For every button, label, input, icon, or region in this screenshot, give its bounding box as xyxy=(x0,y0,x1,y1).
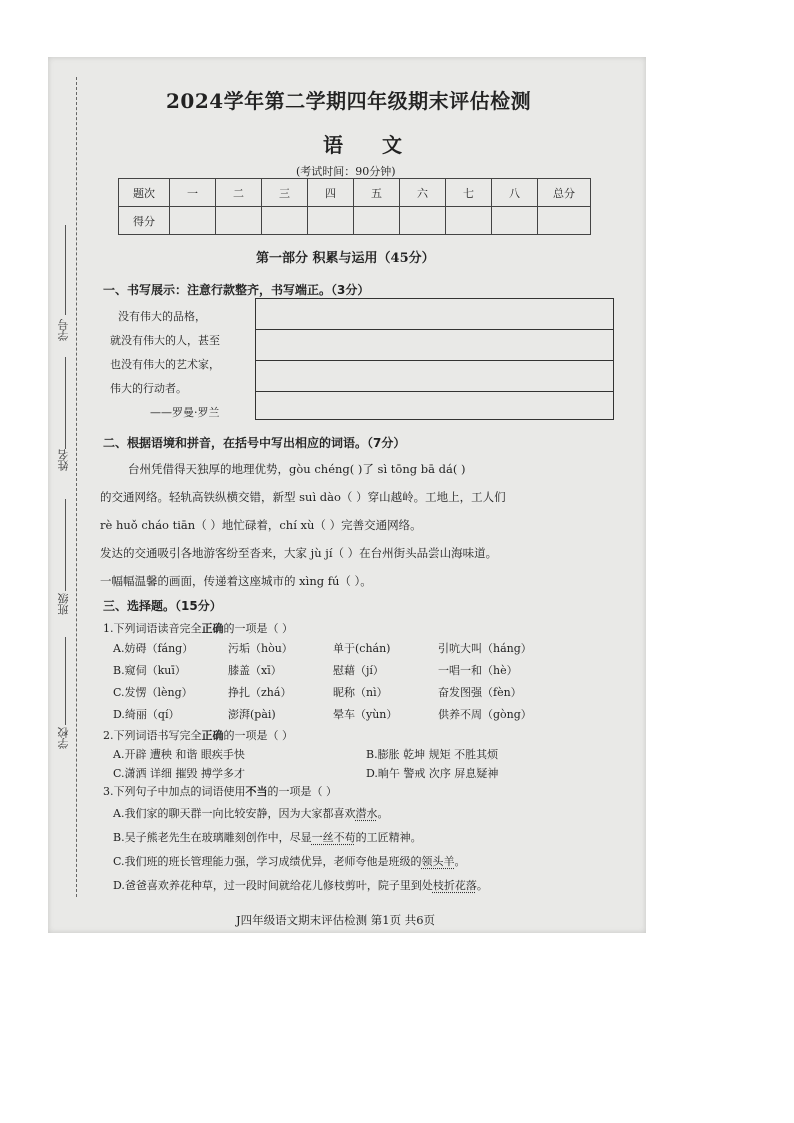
score-table-col: 七 xyxy=(446,179,492,207)
option-1d-2: 澎湃(pài) xyxy=(228,708,276,721)
option-1a-3: 单于(chán) xyxy=(333,642,391,655)
sentence-text: B.吴子熊老先生在玻璃雕刻创作中，尽显 xyxy=(113,831,312,844)
mc-prompt-1 xyxy=(103,620,293,636)
dotted-word: 一丝不苟 xyxy=(311,831,356,844)
score-table-score-row xyxy=(119,207,591,235)
quote-line: 也没有伟大的艺术家， xyxy=(110,358,220,371)
option-2c: C.潇洒 详细 摧毁 搏学多才 xyxy=(113,767,246,780)
sentence-text: 。 xyxy=(476,879,488,892)
sentence-text: D.爸爸喜欢养花种草，过一段时间就给花儿修枝剪叶，院子里到处 xyxy=(113,879,433,892)
side-label-name: 姓名 xyxy=(57,449,70,471)
score-table-col: 一 xyxy=(170,179,216,207)
mc-prompt-3 xyxy=(103,783,337,799)
score-table-col: 总分 xyxy=(538,179,591,207)
quote-author: ——罗曼·罗兰 xyxy=(150,406,220,419)
option-2b: B.膨胀 乾坤 规矩 不胜其烦 xyxy=(366,748,499,761)
exam-title: 2024学年第二学期四年级期末评估检测 xyxy=(166,89,532,113)
option-1d-4: 供养不周（gòng） xyxy=(438,708,532,721)
prompt-text: 的一项是（ ） xyxy=(267,785,337,798)
score-table-header-row xyxy=(119,179,591,207)
q2-line: 的交通网络。轻轨高铁纵横交错，新型 suì dào（ ）穿山越岭。工地上，工人们 xyxy=(100,490,506,504)
option-1a-4: 引吭大叫（háng） xyxy=(438,642,532,655)
q2-line: 一幅幅温馨的画面，传递着这座城市的 xìng fú（ ）。 xyxy=(100,574,372,588)
prompt-text: 的一项是（ ） xyxy=(223,729,293,742)
option-1b-3: 慰藉（jí） xyxy=(333,664,384,677)
option-1a-1: A.妨碍（fáng） xyxy=(113,642,194,655)
option-1a-2: 污垢（hòu） xyxy=(228,642,293,655)
score-table-col: 六 xyxy=(400,179,446,207)
prompt-emphasis: 正确 xyxy=(201,622,224,635)
q2-line: 台州凭借得天独厚的地理优势，gòu chéng( )了 sì tōng bā dá( ) xyxy=(128,462,466,476)
option-1d-1: D.绮丽（qí） xyxy=(113,708,180,721)
score-table-score-label: 得分 xyxy=(119,207,170,235)
prompt-emphasis: 不当 xyxy=(245,785,268,798)
prompt-text: 2.下列词语书写完全 xyxy=(103,729,202,742)
side-label-school: 学校 xyxy=(57,727,70,749)
side-field-line xyxy=(65,637,66,725)
quote-line: 没有伟大的品格， xyxy=(118,310,206,323)
option-3a xyxy=(113,805,388,821)
q1-quote xyxy=(110,305,260,425)
prompt-text: 3.下列句子中加点的词语使用 xyxy=(103,785,246,798)
prompt-text: 1.下列词语读音完全 xyxy=(103,622,202,635)
writing-rule xyxy=(256,329,613,330)
side-field-line xyxy=(65,225,66,315)
side-label-class: 班级 xyxy=(57,593,70,615)
option-1d-3: 晕车（yùn） xyxy=(333,708,398,721)
option-2d: D.晌午 警戒 次序 屏息疑神 xyxy=(366,767,499,780)
score-cell[interactable] xyxy=(492,207,538,235)
option-1c-1: C.发愣（lèng） xyxy=(113,686,193,699)
exam-time: (考试时间：90分钟) xyxy=(296,165,396,178)
score-table-col: 二 xyxy=(216,179,262,207)
score-table-col: 四 xyxy=(308,179,354,207)
score-cell[interactable] xyxy=(170,207,216,235)
side-label-student-no: 学号 xyxy=(57,319,70,341)
quote-line: 就没有伟大的人，甚至 xyxy=(110,334,220,347)
side-field-line xyxy=(65,357,66,449)
prompt-emphasis: 正确 xyxy=(201,729,224,742)
prompt-text: 的一项是（ ） xyxy=(223,622,293,635)
sentence-text: A.我们家的聊天群一向比较安静，因为大家都喜欢 xyxy=(113,807,356,820)
score-cell[interactable] xyxy=(308,207,354,235)
writing-rule xyxy=(256,360,613,361)
option-1b-1: B.窥伺（kuī） xyxy=(113,664,186,677)
option-2a: A.开辟 遭秧 和谐 眼疾手快 xyxy=(113,748,245,761)
score-cell[interactable] xyxy=(538,207,591,235)
score-cell[interactable] xyxy=(216,207,262,235)
q1-heading: 一、书写展示：注意行款整齐，书写端正。（3分） xyxy=(103,283,370,297)
option-1b-2: 膝盖（xī） xyxy=(228,664,282,677)
score-cell[interactable] xyxy=(400,207,446,235)
sentence-text: C.我们班的班长管理能力强，学习成绩优异，老师夸他是班级的 xyxy=(113,855,422,868)
mc-prompt-2 xyxy=(103,727,293,743)
option-1c-3: 昵称（nì） xyxy=(333,686,388,699)
sentence-text: 的工匠精神。 xyxy=(355,831,422,844)
handwriting-box[interactable] xyxy=(255,298,614,420)
dotted-word: 潜水 xyxy=(355,807,378,820)
page-footer: J四年级语文期末评估检测 第1页 共6页 xyxy=(236,913,436,927)
q3-heading: 三、选择题。（15分） xyxy=(103,599,222,613)
score-table-col: 五 xyxy=(354,179,400,207)
q2-heading: 二、根据语境和拼音，在括号中写出相应的词语。（7分） xyxy=(103,436,406,450)
sentence-text: 。 xyxy=(377,807,389,820)
side-field-student-no xyxy=(52,219,92,359)
quote-line: 伟大的行动者。 xyxy=(110,382,187,395)
option-1b-4: 一唱一和（hè） xyxy=(438,664,518,677)
part-one-heading: 第一部分 积累与运用（45分） xyxy=(256,251,435,266)
side-field-class xyxy=(52,497,92,637)
score-cell[interactable] xyxy=(262,207,308,235)
score-table-col: 八 xyxy=(492,179,538,207)
dotted-word: 枝折花落 xyxy=(432,879,477,892)
score-cell[interactable] xyxy=(446,207,492,235)
writing-rule xyxy=(256,391,613,392)
sentence-text: 。 xyxy=(454,855,466,868)
side-field-school xyxy=(52,637,92,777)
q2-line: 发达的交通吸引各地游客纷至沓来，大家 jù jí（ ）在台州街头品尝山海味道。 xyxy=(100,546,498,560)
option-1c-4: 奋发图强（fèn） xyxy=(438,686,522,699)
score-table xyxy=(118,178,591,235)
option-1c-2: 挣扎（zhá） xyxy=(228,686,292,699)
option-3d xyxy=(113,877,488,893)
subject-title: 语 文 xyxy=(323,133,418,157)
dotted-word: 领头羊 xyxy=(421,855,455,868)
option-3b xyxy=(113,829,422,845)
side-field-name xyxy=(52,357,92,497)
side-field-line xyxy=(65,499,66,591)
score-cell[interactable] xyxy=(354,207,400,235)
option-3c xyxy=(113,853,466,869)
q2-line: rè huǒ cháo tiān（ ）地忙碌着，chí xù（ ）完善交通网络。 xyxy=(100,518,422,532)
score-table-col: 三 xyxy=(262,179,308,207)
exam-paper xyxy=(48,57,646,933)
score-table-header-label: 题次 xyxy=(119,179,170,207)
